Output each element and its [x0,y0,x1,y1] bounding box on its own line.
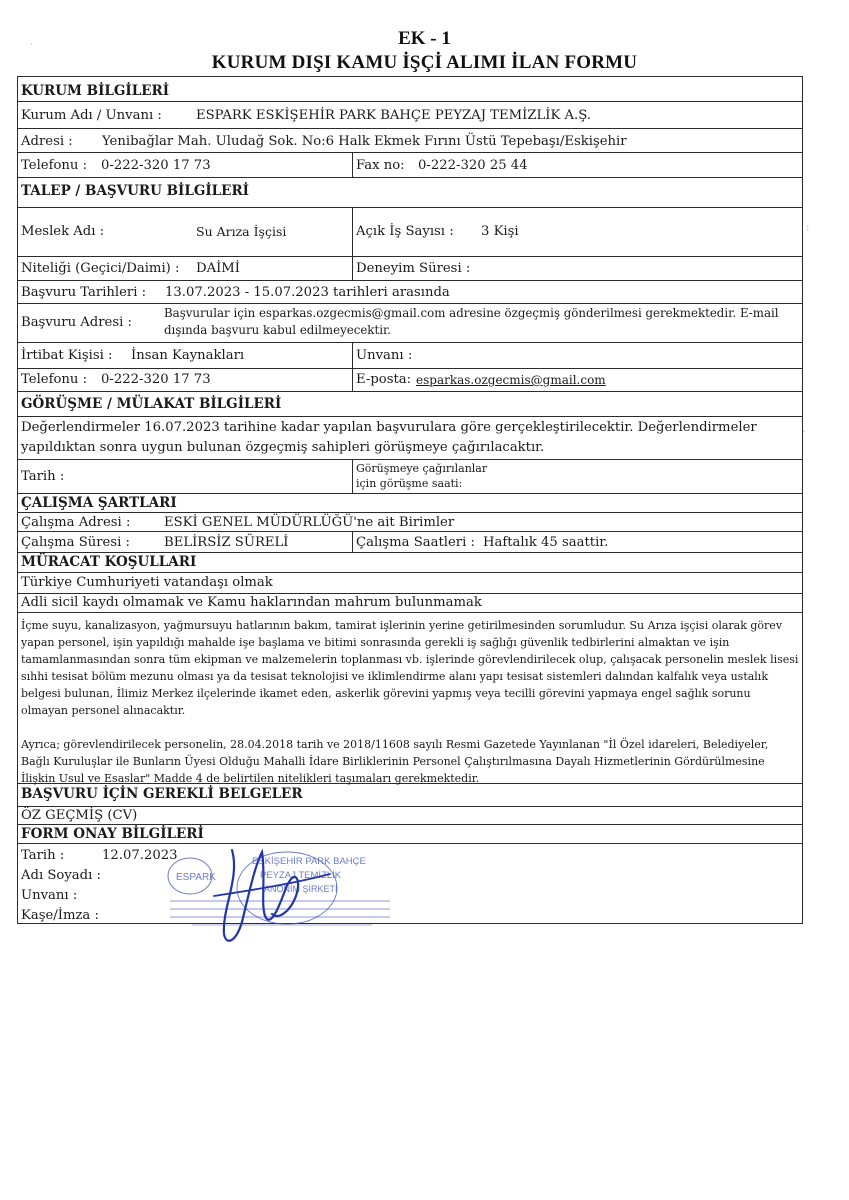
form-title: KURUM DIŞI KAMU İŞÇİ ALIMI İLAN FORMU [211,52,638,73]
openings-label: Açık İş Sayısı : [356,224,454,239]
rule [17,459,803,460]
institution-phone-label: Telefonu : [21,158,88,173]
scan-speck: · [30,40,34,51]
apply-address-label: Başvuru Adresi : [21,315,132,330]
type-label: Niteliği (Geçici/Daimi) : [21,261,180,276]
section-institution: KURUM BİLGİLERİ [21,83,170,99]
stamp-fine-print [192,924,372,926]
stamp-line-2: PEYZAJ TEMİZLİK [260,870,342,881]
contact-phone-label: Telefonu : [21,372,88,387]
interview-text-line1: Değerlendirmeler 16.07.2023 tarihine kadar yapılan başvurulara göre gerçekleştirilecektir. Değerlendirmeler [21,420,757,435]
column-rule [352,207,353,280]
section-conditions: MÜRACAT KOŞULLARI [21,554,197,570]
institution-phone-value: 0-222-320 17 73 [101,158,211,173]
condition-item-1: Türkiye Cumhuriyeti vatandaşı olmak [21,575,273,590]
rule [17,256,803,257]
openings-value: 3 Kişi [481,224,519,239]
rule [17,152,803,153]
section-work: ÇALIŞMA ŞARTLARI [21,495,177,511]
apply-address-line2: dışında başvuru kabul edilmeyecektir. [164,323,392,337]
rule [17,824,803,825]
interview-text-line2: yapıldıktan sonra uygun bulunan özgeçmiş sahipleri görüşmeye çağırılacaktır. [21,440,545,455]
rule [17,342,803,343]
rule [17,207,803,208]
interview-date-label: Tarih : [21,469,65,484]
approval-title-label: Unvanı : [21,888,78,903]
work-duration-label: Çalışma Süresi : [21,535,130,550]
rule [17,177,803,178]
stamp-line-1: ESKİŞEHİR PARK BAHÇE [252,856,366,867]
institution-fax-label: Fax no: [356,158,405,173]
rule [17,572,803,573]
rule [17,806,803,807]
section-interview: GÖRÜŞME / MÜLAKAT BİLGİLERİ [21,396,282,412]
company-stamp-signature [162,838,402,948]
section-documents: BAŞVURU İÇİN GEREKLİ BELGELER [21,786,303,802]
dates-label: Başvuru Tarihleri : [21,285,147,300]
institution-address-value: Yenibağlar Mah. Uludağ Sok. No:6 Halk Ekmek Fırını Üstü Tepebaşı/Eskişehir [102,134,627,149]
column-rule [352,152,353,177]
stamp-logo-text: ESPARK [176,872,216,883]
rule [17,280,803,281]
rule [17,552,803,553]
approval-seal-label: Kaşe/İmza : [21,908,99,923]
document-item-1: ÖZ GEÇMİŞ (CV) [21,808,138,823]
approval-date-label: Tarih : [21,848,65,863]
job-label: Meslek Adı : [21,224,105,239]
work-address-label: Çalışma Adresi : [21,515,131,530]
apply-address-line1: Başvurular için esparkas.ozgecmis@gmail.com adresine özgeçmiş gönderilmesi gerekmektedir. E-mail [164,306,779,320]
job-value: Su Arıza İşçisi [196,224,287,239]
scan-speck: . [802,424,806,435]
rule [17,101,803,102]
stamp-fine-print [170,908,390,910]
annex-label: EK - 1 [398,28,451,49]
approval-name-label: Adı Soyadı : [21,868,101,883]
condition-paragraph-2: Ayrıca; görevlendirilecek personelin, 28.04.2018 tarih ve 2018/11608 sayılı Resmi Gazetede Yayınlanan "İl Özel idareleri, Belediyeler, Bağlı Kuruluşlar ile Bunların Üyesi Olduğu Mahalli İdare Birliklerinin Personel Çalıştırılmasına Dayalı Hizmetlerinin Gördürülmesine İlişkin Usul ve Esaslar" Madde 4 de belirtilen nitelikleri taşımaları gerekmektedir. [21,738,769,785]
contact-title-label: Unvanı : [356,348,413,363]
section-approval: FORM ONAY BİLGİLERİ [21,826,204,842]
work-hours-value: Haftalık 45 saattir. [483,535,609,550]
email-link[interactable]: esparkas.ozgecmis@gmail.com [416,373,606,387]
experience-label: Deneyim Süresi : [356,261,471,276]
contact-value: İnsan Kaynakları [131,348,245,363]
work-hours-label: Çalışma Saatleri : [356,535,475,550]
stamp-line-3: ANONİM ŞİRKETİ [264,884,338,894]
rule [17,391,803,392]
section-request: TALEP / BAŞVURU BİLGİLERİ [21,183,249,199]
rule [17,531,803,532]
work-duration-value: BELİRSİZ SÜRELİ [164,535,289,550]
type-value: DAİMİ [196,261,241,276]
contact-phone-value: 0-222-320 17 73 [101,372,211,387]
approval-date-value: 12.07.2023 [102,848,178,863]
institution-name-label: Kurum Adı / Unvanı : [21,108,162,123]
institution-name-value: ESPARK ESKİŞEHİR PARK BAHÇE PEYZAJ TEMİZLİK A.Ş. [196,108,591,123]
work-address-value: ESKİ GENEL MÜDÜRLÜĞÜ'ne ait Birimler [164,515,455,530]
rule [17,493,803,494]
contact-label: İrtibat Kişisi : [21,348,113,363]
column-rule [352,459,353,493]
condition-item-2: Adli sicil kaydı olmamak ve Kamu haklarından mahrum bulunmamak [21,595,482,610]
rule [17,303,803,304]
institution-fax-value: 0-222-320 25 44 [418,158,528,173]
scan-speck: : [806,222,810,233]
interview-time-label-line2: için görüşme saati: [356,477,463,490]
dates-value: 13.07.2023 - 15.07.2023 tarihleri arasında [165,285,450,300]
condition-paragraph-1: İçme suyu, kanalizasyon, yağmursuyu hatlarının bakım, tamirat işlerinin yerine getirilmesinden sorumludur. Su Arıza işçisi olarak görev yapan personel, işin yapıldığı mahalde işe başlama ve bitimi sonrasında gerekli iş sağlığı güvenlik tedbirlerini almaktan ve işin tamamlanmasından sonra tüm ekipman ve malzemelerin toplanması vb. işlerinde görevlendirilecek olup, çalışacak personelin meslek lisesi sıhhi tesisat bölüm mezunu olması ya da tesisat teknolojisi ve iklimlendirme alanı yapı tesisat sistemleri dalından kalfalık veya ustalık belgesi bulunan, İlimiz Merkez ilçelerinde ikamet eden, askerlik görevini yapmış veya tecilli görevini yapmaya engel sağlık sorunu olmayan personel alınacaktır. [21,619,799,717]
institution-address-label: Adresi : [21,134,73,149]
interview-time-label-line1: Görüşmeye çağırılanlar [356,462,488,475]
rule [17,416,803,417]
rule [17,128,803,129]
rule [17,843,803,844]
rule [17,593,803,594]
email-label: E-posta: [356,372,412,387]
column-rule [352,531,353,552]
column-rule [352,342,353,391]
rule [17,612,803,613]
rule [17,368,803,369]
rule [17,512,803,513]
